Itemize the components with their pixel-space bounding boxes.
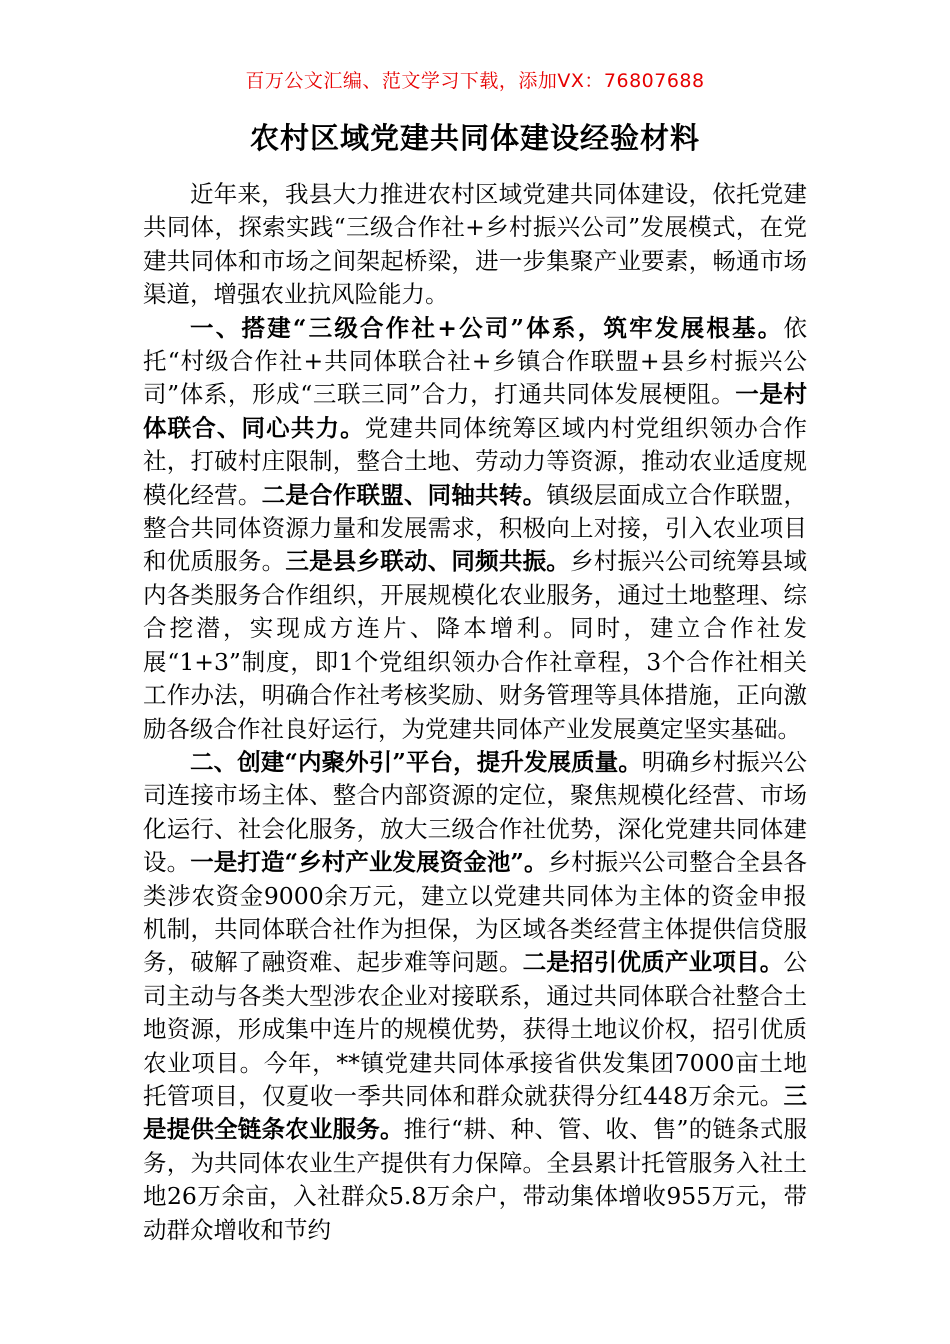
section-two-point-1: 一是打造“乡村产业发展资金池”。 (190, 848, 548, 877)
section-one-point-2: 二是合作联盟、同轴共转。 (261, 480, 547, 509)
section-two-text-2: 乡村振兴公司整合全县各类涉农资金9000余万元，建立以党建共同体为主体的资金申报机制，共同体联合社作为担保，为区域各类经营主体提供信贷服务，破解了融资难、起步难等问题。 (143, 848, 808, 977)
intro-text: 近年来，我县大力推进农村区域党建共同体建设，依托党建共同体，探索实践“三级合作社+乡村振兴公司”发展模式，在党建共同体和市场之间架起桥梁，进一步集聚产业要素，畅通市场渠道，增强农业抗风险能力。 (143, 180, 807, 309)
section-two-paragraph (143, 746, 807, 1247)
section-one-point-1: 一是村体联合、同心共力。 (143, 380, 808, 442)
document-body (143, 178, 807, 1247)
intro-paragraph (143, 178, 807, 312)
section-two-text-4: 推行“耕、种、管、收、售”的链条式服务，为共同体农业生产提供有力保障。全县累计托管服务入社土地26万余亩，入社群众5.8万余户，带动集体增收955万元，带动群众增收和节约 (143, 1115, 808, 1244)
section-one-paragraph (143, 312, 807, 746)
section-two-text-3: 公司主动与各类大型涉农企业对接联系，通过共同体联合社整合土地资源，形成集中连片的规模优势，获得土地议价权，招引优质农业项目。今年，**镇党建共同体承接省供发集团7000亩土地托管项目，仅夏收一季共同体和群众就获得分红448万余元。 (143, 948, 808, 1110)
section-one-text-2: 党建共同体统筹区域内村党组织领办合作社，打破村庄限制，整合土地、劳动力等资源，推动农业适度规模化经营。 (143, 413, 808, 509)
section-two-heading: 二、创建“内聚外引”平台，提升发展质量。 (190, 747, 642, 776)
section-two-text-1: 明确乡村振兴公司连接市场主体、整合内部资源的定位，聚焦规模化经营、市场化运行、社会化服务，放大三级合作社优势，深化党建共同体建设。 (143, 747, 807, 877)
section-one-text-1: 依托“村级合作社+共同体联合社+乡镇合作联盟+县乡村振兴公司”体系，形成“三联三同”合力，打通共同体发展梗阻。 (143, 313, 807, 409)
watermark-text: 百万公文汇编、范文学习下载，添加VX：76807688 (245, 70, 705, 92)
section-one-point-3: 三是县乡联动、同频共振。 (285, 547, 571, 576)
section-one-text-4: 乡村振兴公司统筹县域内各类服务合作组织，开展规模化农业服务，通过土地整理、综合挖潜，实现成方连片、降本增利。同时，建立合作社发展“1+3”制度，即1个党组织领办合作社章程，3个合作社相关工作办法，明确合作社考核奖励、财务管理等具体措施，正向激励各级合作社良好运行，为党建共同体产业发展奠定坚实基础。 (143, 547, 808, 743)
section-two-point-3: 三是提供全链条农业服务。 (143, 1081, 807, 1144)
section-two-point-2: 二是招引优质产业项目。 (522, 948, 784, 977)
section-one-text-3: 镇级层面成立合作联盟，整合共同体资源力量和发展需求，积极向上对接，引入农业项目和优质服务。 (143, 480, 808, 576)
page-title: 农村区域党建共同体建设经验材料 (249, 121, 700, 155)
section-one-heading: 一、搭建“三级合作社+公司”体系，筑牢发展根基。 (190, 313, 784, 342)
